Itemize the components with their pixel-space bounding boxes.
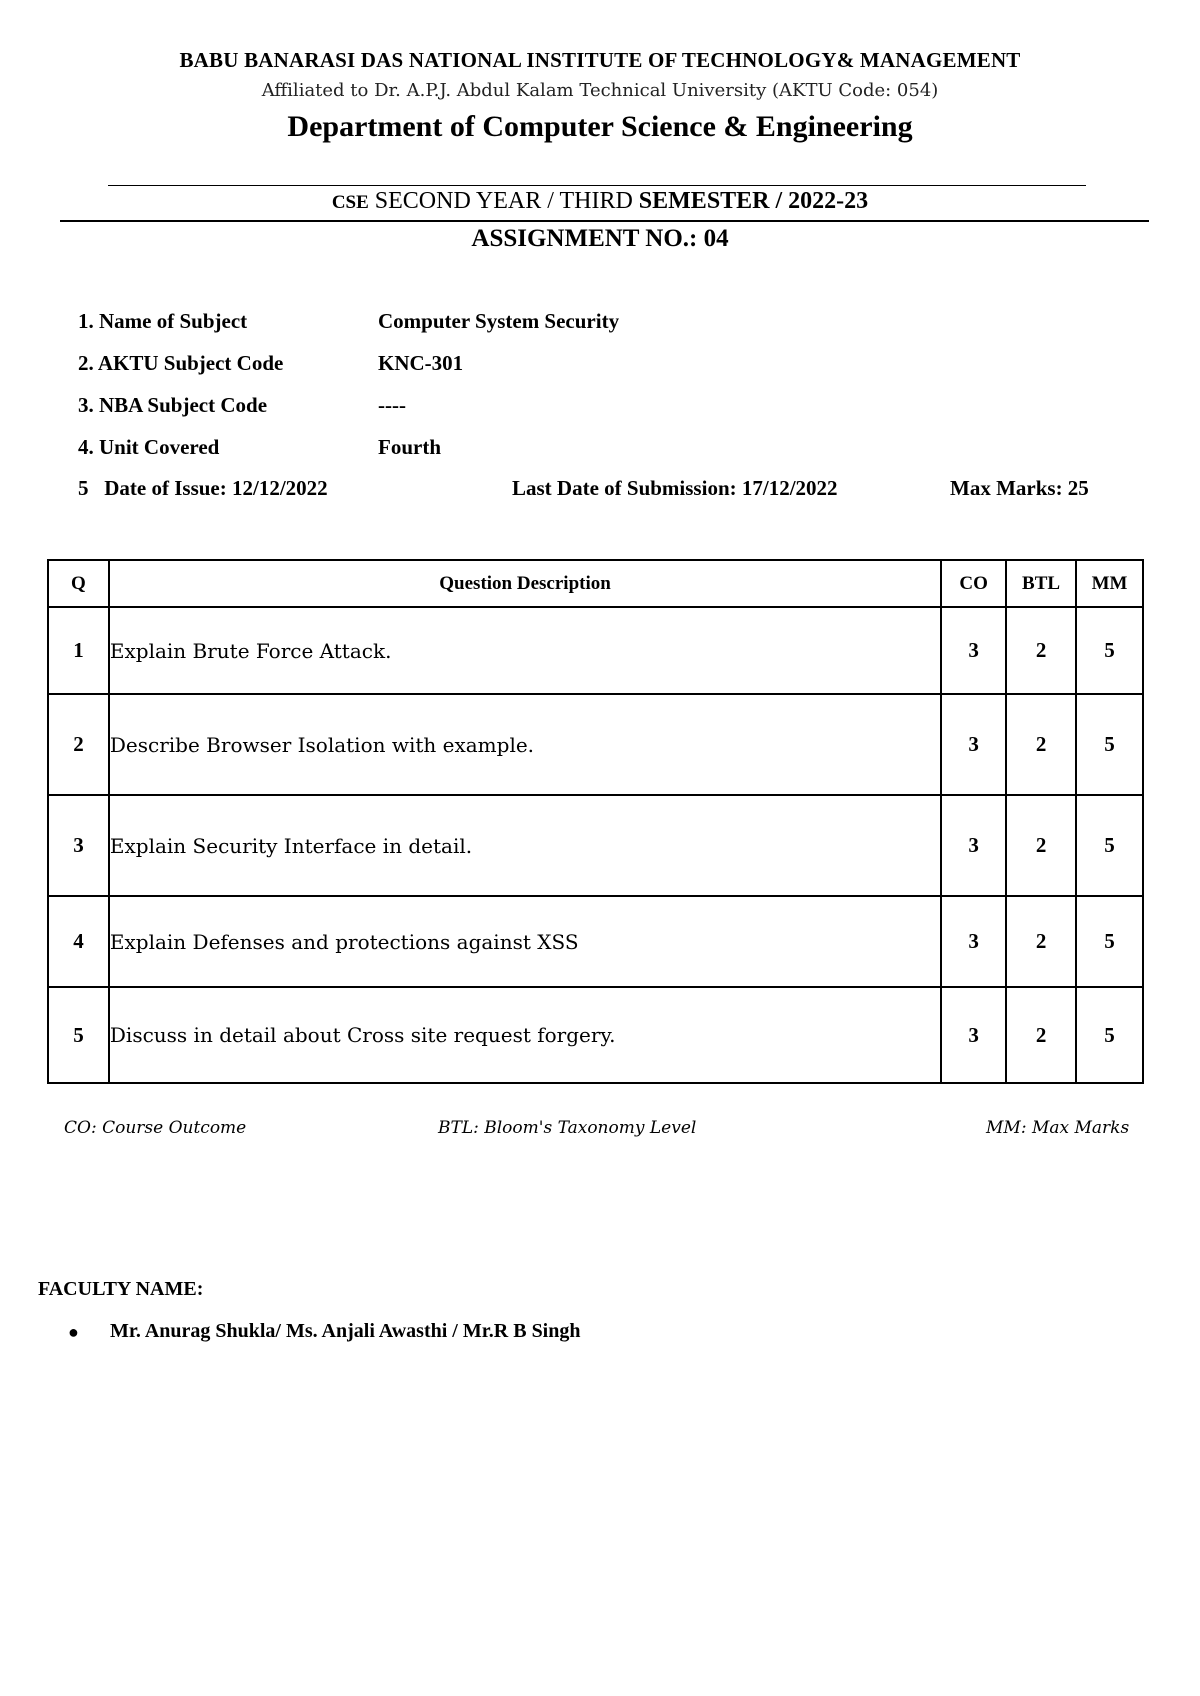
faculty-heading: FACULTY NAME:: [38, 1278, 204, 1300]
info-value-nba-code: ----: [378, 393, 406, 417]
info-value-aktu-code: KNC-301: [378, 351, 464, 375]
affiliation-line: Affiliated to Dr. A.P.J. Abdul Kalam Technical University (AKTU Code: 054): [261, 80, 939, 101]
faculty-names: Mr. Anurag Shukla/ Ms. Anjali Awasthi / Mr.R B Singh: [110, 1320, 581, 1342]
co-value: 3: [941, 987, 1006, 1083]
mm-value: 5: [1076, 795, 1143, 896]
header-q: Q: [48, 560, 109, 607]
mm-value: 5: [1076, 896, 1143, 987]
bullet-icon: ●: [68, 1322, 79, 1342]
table-header-row: [48, 560, 1143, 607]
header-divider: [108, 185, 1086, 186]
co-value: 3: [941, 795, 1006, 896]
co-value: 3: [941, 694, 1006, 795]
btl-value: 2: [1006, 607, 1076, 694]
question-description: Explain Defenses and protections against XSS: [109, 896, 941, 987]
assignment-number: ASSIGNMENT NO.: 04: [471, 225, 729, 252]
question-number: 1: [48, 607, 109, 694]
co-value: 3: [941, 607, 1006, 694]
question-number: 3: [48, 795, 109, 896]
date-of-issue: 5 Date of Issue: 12/12/2022: [78, 476, 328, 500]
questions-table: [47, 559, 1144, 1084]
header-mm: MM: [1076, 560, 1143, 607]
header-question-description: Question Description: [109, 560, 941, 607]
co-value: 3: [941, 896, 1006, 987]
header-btl: BTL: [1006, 560, 1076, 607]
table-row: [48, 987, 1143, 1083]
info-label-unit: 4. Unit Covered: [78, 435, 220, 459]
btl-value: 2: [1006, 694, 1076, 795]
info-value-unit: Fourth: [378, 435, 441, 459]
question-number: 5: [48, 987, 109, 1083]
department-title: Department of Computer Science & Engineering: [287, 110, 913, 143]
semester-prefix: CSE: [331, 192, 369, 213]
info-value-subject: Computer System Security: [378, 309, 620, 333]
btl-value: 2: [1006, 795, 1076, 896]
max-marks: Max Marks: 25: [950, 476, 1089, 500]
question-description: Discuss in detail about Cross site request forgery.: [109, 987, 941, 1083]
mm-value: 5: [1076, 694, 1143, 795]
table-row: [48, 896, 1143, 987]
question-description: Describe Browser Isolation with example.: [109, 694, 941, 795]
info-label-nba-code: 3. NBA Subject Code: [78, 393, 268, 417]
semester-suffix: SEMESTER / 2022-23: [638, 188, 869, 214]
legend-co: CO: Course Outcome: [64, 1118, 247, 1138]
institute-name: BABU BANARASI DAS NATIONAL INSTITUTE OF TECHNOLOGY& MANAGEMENT: [179, 48, 1021, 72]
table-row: [48, 795, 1143, 896]
semester-middle: SECOND YEAR / THIRD: [374, 188, 633, 214]
question-description: Explain Brute Force Attack.: [109, 607, 941, 694]
btl-value: 2: [1006, 896, 1076, 987]
question-number: 2: [48, 694, 109, 795]
info-label-subject: 1. Name of Subject: [78, 309, 248, 333]
semester-line: [0, 188, 1200, 215]
legend-btl: BTL: Bloom's Taxonomy Level: [438, 1118, 697, 1138]
last-date-of-submission: Last Date of Submission: 17/12/2022: [512, 476, 838, 500]
info-label-aktu-code: 2. AKTU Subject Code: [78, 351, 284, 375]
mm-value: 5: [1076, 607, 1143, 694]
semester-divider: [60, 220, 1149, 222]
table-row: [48, 694, 1143, 795]
table-row: [48, 607, 1143, 694]
header-co: CO: [941, 560, 1006, 607]
mm-value: 5: [1076, 987, 1143, 1083]
question-number: 4: [48, 896, 109, 987]
legend-mm: MM: Max Marks: [986, 1118, 1130, 1138]
question-description: Explain Security Interface in detail.: [109, 795, 941, 896]
btl-value: 2: [1006, 987, 1076, 1083]
